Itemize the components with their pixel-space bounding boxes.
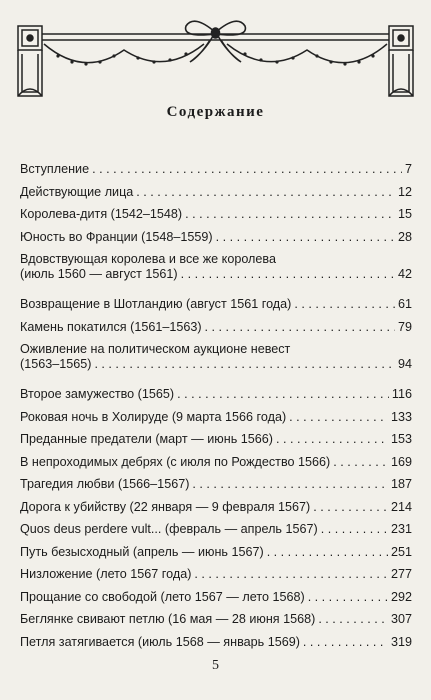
toc-entry-title: Низложение (лето 1567 года) xyxy=(20,567,192,581)
toc-entry-page-number: 292 xyxy=(390,589,412,604)
toc-entry-title: Юность во Франции (1548–1559) xyxy=(20,229,213,244)
toc-entry-row xyxy=(20,297,412,312)
toc-entry-page-number: 153 xyxy=(390,432,412,446)
dot-leader xyxy=(318,612,388,627)
toc-entry xyxy=(20,185,412,208)
toc-entry-title: Преданные предатели (март — июнь 1566) xyxy=(20,432,273,446)
toc-entry-row xyxy=(20,635,412,650)
toc-entry xyxy=(20,635,412,658)
toc-entry-page-number: 94 xyxy=(397,357,412,371)
toc-entry-row xyxy=(20,162,412,177)
toc-entry xyxy=(20,522,412,545)
toc-entry-row xyxy=(20,612,412,627)
toc-entry-row xyxy=(20,185,412,200)
toc-entry-title: Вступление xyxy=(20,162,90,176)
dot-leader xyxy=(136,185,395,200)
toc-entry-page-number: 12 xyxy=(397,184,412,199)
toc-entry xyxy=(20,590,412,613)
page-number: 5 xyxy=(212,658,219,673)
toc-entry-page-number: 214 xyxy=(390,499,412,514)
dot-leader xyxy=(303,635,388,650)
toc-entry-title: Королева-дитя (1542–1548) xyxy=(20,207,183,221)
toc-entry-page-number: 116 xyxy=(391,387,412,401)
toc-entry-page-number: 61 xyxy=(397,297,412,311)
toc-entry xyxy=(20,342,412,387)
toc-entry-page-number: 133 xyxy=(390,409,412,424)
toc-entry-title: Quos deus perdere vult... (февраль — апрель 1567) xyxy=(20,522,318,536)
toc-entry-title: Второе замужество (1565) xyxy=(20,387,175,401)
dot-leader xyxy=(185,207,395,222)
toc-entry-page-number: 15 xyxy=(397,207,412,221)
toc-entry xyxy=(20,297,412,320)
toc-entry-title: Трагедия любви (1566–1567) xyxy=(20,477,190,491)
toc-entry-row xyxy=(20,320,412,335)
table-of-contents xyxy=(20,162,412,657)
dot-leader xyxy=(216,230,395,245)
toc-entry xyxy=(20,567,412,590)
dot-leader xyxy=(289,410,388,425)
toc-entry xyxy=(20,162,412,185)
toc-entry-row xyxy=(20,500,412,515)
toc-entry-row xyxy=(20,432,412,447)
toc-entry-page-number: 187 xyxy=(390,477,412,491)
toc-entry-page-number: 277 xyxy=(390,567,412,581)
toc-entry xyxy=(20,320,412,343)
toc-entry-title: (июль 1560 — август 1561) xyxy=(20,267,178,281)
dot-leader xyxy=(194,567,388,582)
toc-entry-title: Беглянке свивают петлю (16 мая — 28 июня 1568) xyxy=(20,612,316,626)
toc-entry-title: Камень покатился (1561–1563) xyxy=(20,319,202,334)
dot-leader xyxy=(205,320,395,335)
dot-leader xyxy=(313,500,388,515)
toc-entry-row xyxy=(20,357,412,372)
toc-entry-title: Роковая ночь в Холируде (9 марта 1566 года) xyxy=(20,409,287,424)
toc-entry-title: Возвращение в Шотландию (август 1561 года) xyxy=(20,297,292,311)
toc-entry-row xyxy=(20,267,412,282)
toc-entry xyxy=(20,387,412,410)
toc-entry-page-number: 42 xyxy=(397,267,412,281)
toc-entry-page-number: 7 xyxy=(404,162,412,176)
toc-entry-page-number: 319 xyxy=(390,634,412,649)
toc-entry-row xyxy=(20,522,412,537)
page-title: Содержание xyxy=(166,104,265,120)
toc-entry-row xyxy=(20,590,412,605)
toc-entry-row xyxy=(20,455,412,470)
toc-entry-title: Действующие лица xyxy=(20,184,134,199)
toc-entry xyxy=(20,207,412,230)
toc-entry-row xyxy=(20,207,412,222)
toc-entry-row xyxy=(20,387,412,402)
toc-entry xyxy=(20,545,412,568)
toc-entry-page-number: 307 xyxy=(390,612,412,626)
dot-leader xyxy=(276,432,388,447)
toc-entry xyxy=(20,500,412,523)
dot-leader xyxy=(267,545,388,560)
toc-entry-row xyxy=(20,567,412,582)
toc-entry-row xyxy=(20,477,412,492)
toc-entry-row xyxy=(20,410,412,425)
toc-entry xyxy=(20,477,412,500)
toc-entry-page-number: 251 xyxy=(390,544,412,559)
toc-entry-page-number: 28 xyxy=(397,229,412,244)
dot-leader xyxy=(181,267,395,282)
toc-entry-title-line: Вдовствующая королева и все же королева xyxy=(20,252,276,266)
toc-entry-page-number: 169 xyxy=(390,454,412,469)
toc-entry xyxy=(20,612,412,635)
toc-entry-title: Дорога к убийству (22 января — 9 февраля 1567) xyxy=(20,499,311,514)
toc-entry-title: В непроходимых дебрях (с июля по Рождество 1566) xyxy=(20,454,331,469)
toc-entry xyxy=(20,410,412,433)
dot-leader xyxy=(192,477,388,492)
dot-leader xyxy=(333,455,388,470)
dot-leader xyxy=(94,357,395,372)
toc-entry-title: (1563–1565) xyxy=(20,357,92,371)
toc-entry-page-number: 79 xyxy=(397,319,412,334)
toc-entry-title: Прощание со свободой (лето 1567 — лето 1568) xyxy=(20,589,305,604)
toc-entry-title: Петля затягивается (июль 1568 — январь 1569) xyxy=(20,634,300,649)
dot-leader xyxy=(321,522,388,537)
toc-entry-title-line: Оживление на политическом аукционе невест xyxy=(20,342,291,356)
dot-leader xyxy=(294,297,395,312)
toc-entry xyxy=(20,455,412,478)
dot-leader xyxy=(92,162,402,177)
toc-entry-title: Путь безысходный (апрель — июнь 1567) xyxy=(20,544,264,559)
decorative-header-ornament xyxy=(14,10,417,102)
toc-entry xyxy=(20,230,412,253)
dot-leader xyxy=(177,387,389,402)
dot-leader xyxy=(308,590,388,605)
toc-entry-row xyxy=(20,545,412,560)
toc-entry-row xyxy=(20,230,412,245)
toc-entry-page-number: 231 xyxy=(390,522,412,536)
toc-entry xyxy=(20,252,412,297)
toc-entry xyxy=(20,432,412,455)
